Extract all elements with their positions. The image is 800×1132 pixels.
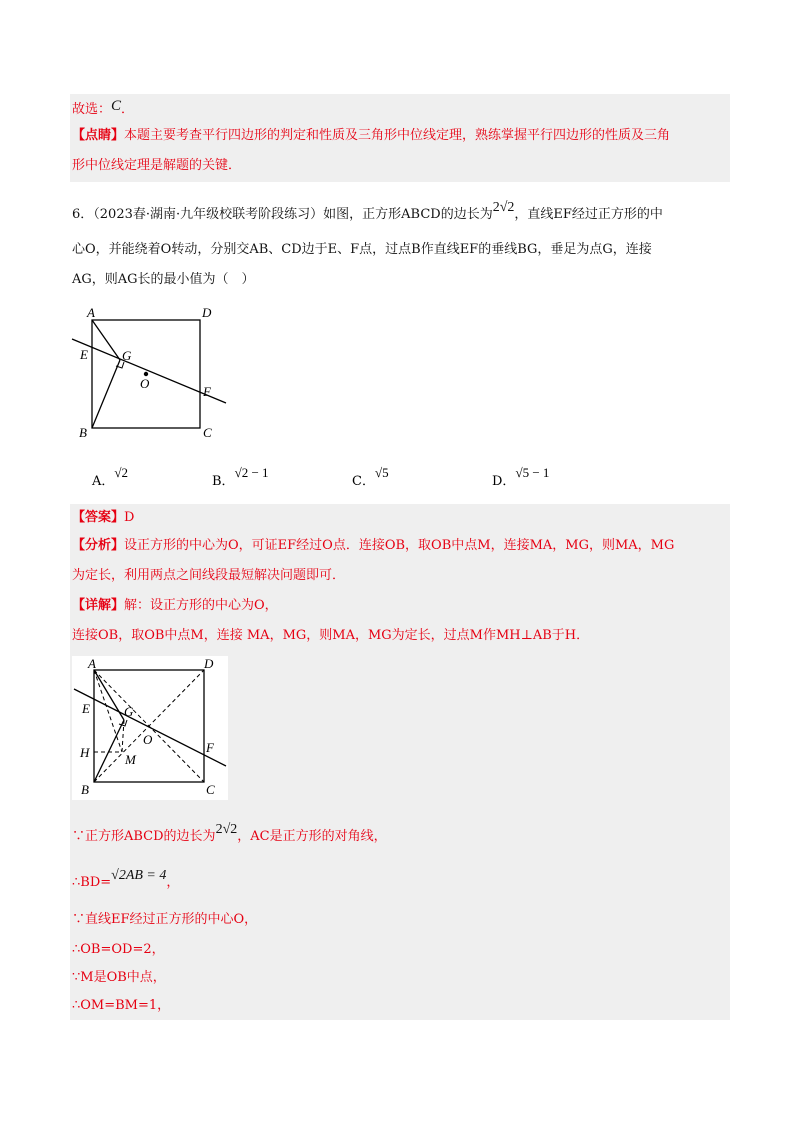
- step2-suffix: ，: [166, 875, 180, 890]
- sol-label-h: H: [80, 745, 90, 760]
- step2-line: [72, 866, 179, 893]
- option-c[interactable]: [352, 462, 389, 489]
- question-source: （2023春·湖南·九年级校联考阶段练习）: [93, 207, 324, 222]
- step2-math: √2AB = 4: [111, 868, 167, 883]
- question-text1-tail: ，直线EF经过正方形的中: [514, 207, 663, 222]
- prev-answer-value: C: [111, 98, 122, 114]
- fig-label-d: D: [202, 305, 212, 320]
- option-b-letter: B．: [212, 474, 235, 489]
- prev-point-line2: [72, 156, 241, 176]
- option-a-value: √2: [114, 465, 129, 480]
- analysis-line1: [72, 536, 674, 556]
- question-line1: [72, 198, 663, 225]
- detail-line2: [72, 626, 589, 646]
- option-d-value: √5 − 1: [515, 465, 550, 480]
- sol-label-b: B: [81, 782, 89, 797]
- step1-line: [72, 820, 387, 847]
- step1-prefix: ∵正方形ABCD的边长为: [72, 829, 216, 844]
- question-text1: 如图，正方形ABCD的边长为: [323, 207, 493, 222]
- option-b[interactable]: [212, 462, 269, 489]
- option-d-letter: D．: [492, 474, 516, 489]
- prev-point-text1: 本题主要考查平行四边形的判定和性质及三角形中位线定理，熟练掌握平行四边形的性质及三角: [124, 128, 671, 143]
- prev-answer-prefix: 故选：: [72, 102, 112, 117]
- detail-tag: 【详解】: [72, 598, 125, 613]
- step5-line: [72, 968, 166, 988]
- prev-point-line1: [72, 126, 670, 146]
- fig-label-b: B: [79, 425, 87, 440]
- step4-line: [72, 940, 165, 960]
- step3-line: [72, 910, 257, 930]
- sol-label-e: E: [82, 701, 90, 716]
- fig-label-g: G: [122, 348, 132, 363]
- option-c-letter: C．: [352, 474, 375, 489]
- fig-label-f: F: [203, 384, 211, 399]
- step3-text: ∵直线EF经过正方形的中心O，: [72, 912, 258, 927]
- option-c-value: √5: [374, 465, 389, 480]
- fig-label-e: E: [80, 347, 88, 362]
- sol-label-a: A: [88, 656, 96, 671]
- fig-label-o: O: [140, 376, 150, 391]
- step4-text: ∴OB=OD=2，: [72, 942, 165, 957]
- step6-text: ∴OM=BM=1，: [72, 998, 171, 1013]
- option-a[interactable]: [92, 462, 129, 489]
- analysis-line2: [72, 566, 345, 586]
- analysis-tag: 【分析】: [72, 538, 125, 553]
- sol-label-f: F: [206, 740, 214, 755]
- step2-prefix: ∴BD=: [72, 875, 112, 890]
- question-text2: 心O，并能绕着O转动，分别交AB、CD边于E、F点，过点B作直线EF的垂线BG，垂足为点G，连接: [72, 242, 652, 257]
- question-text3: AG，则AG长的最小值为（ ）: [72, 272, 255, 287]
- prev-point-text2: 形中位线定理是解题的关键．: [72, 158, 242, 173]
- answer-line: [72, 508, 134, 528]
- sol-label-d: D: [204, 656, 214, 671]
- question-number: 6．: [72, 207, 94, 222]
- solution-figure: [72, 656, 228, 800]
- fig-label-a: A: [87, 305, 95, 320]
- fig-label-c: C: [203, 425, 212, 440]
- analysis-text2: 为定长，利用两点之间线段最短解决问题即可．: [72, 568, 346, 583]
- answer-tag: 【答案】: [72, 510, 125, 525]
- analysis-text1: 设正方形的中心为O，可证EF经过O点．连接OB，取OB中点M，连接MA，MG，则MA，MG: [124, 538, 675, 553]
- step6-line: [72, 996, 170, 1016]
- step5-text: ∵M是OB中点，: [72, 970, 166, 985]
- question-side-math: 2√2: [492, 200, 515, 215]
- option-d[interactable]: [492, 462, 550, 489]
- prev-answer-line: [72, 96, 134, 120]
- step1-math: 2√2: [215, 822, 238, 837]
- sol-label-c: C: [206, 782, 215, 797]
- step1-suffix: ，AC是正方形的对角线，: [237, 829, 387, 844]
- sol-label-m: M: [125, 752, 136, 767]
- prev-answer-suffix: ．: [121, 102, 135, 117]
- option-a-letter: A．: [92, 474, 115, 489]
- sol-label-o: O: [143, 732, 153, 747]
- detail-line1: [72, 596, 278, 616]
- question-line2: [72, 240, 652, 260]
- option-b-value: √2 − 1: [234, 465, 269, 480]
- sol-label-g: G: [124, 704, 134, 719]
- question-figure: [70, 302, 230, 442]
- detail-text1: 解：设正方形的中心为O，: [124, 598, 278, 613]
- prev-point-tag: 【点睛】: [72, 128, 125, 143]
- detail-text2: 连接OB，取OB中点M，连接 MA，MG，则MA，MG为定长，过点M作MH⊥AB于H．: [72, 628, 590, 643]
- answer-value: D: [124, 510, 135, 525]
- question-line3: [72, 270, 255, 290]
